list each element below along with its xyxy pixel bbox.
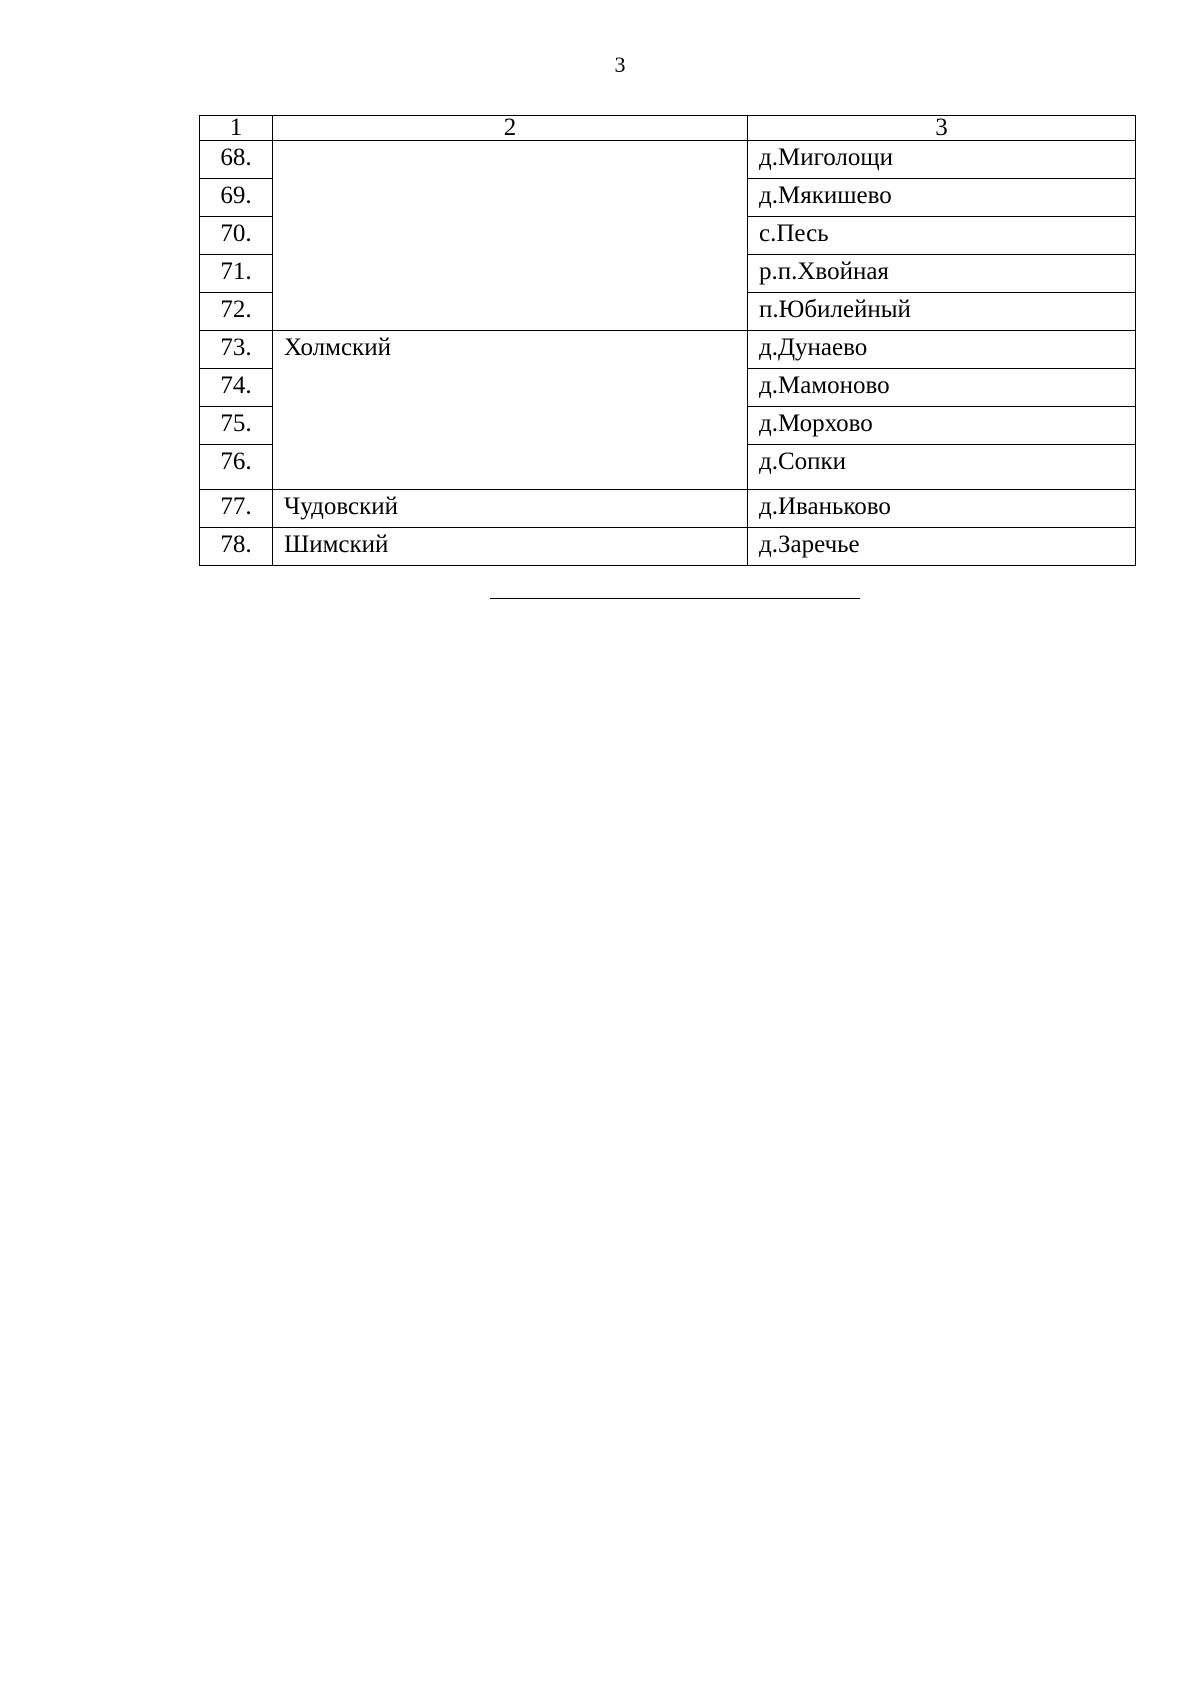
header-cell-2: 2: [273, 116, 748, 141]
table-row: [200, 528, 1136, 566]
row-number-cell: 71.: [200, 255, 273, 293]
locality-cell: д.Иваньково: [748, 490, 1136, 528]
locality-cell: д.Мякишево: [748, 179, 1136, 217]
row-number-cell: 74.: [200, 369, 273, 407]
header-cell-3: 3: [748, 116, 1136, 141]
locality-cell: р.п.Хвойная: [748, 255, 1136, 293]
end-rule: [490, 598, 860, 599]
header-cell-1: 1: [200, 116, 273, 141]
row-number-cell: 77.: [200, 490, 273, 528]
row-number-cell: 75.: [200, 407, 273, 445]
table-row: [200, 490, 1136, 528]
row-number-cell: 69.: [200, 179, 273, 217]
row-number-cell: 68.: [200, 141, 273, 179]
row-number-cell: 72.: [200, 293, 273, 331]
locality-cell: п.Юбилейный: [748, 293, 1136, 331]
district-cell: Шимский: [273, 528, 748, 566]
row-number-cell: 78.: [200, 528, 273, 566]
table-row: [200, 331, 1136, 369]
locality-cell: д.Заречье: [748, 528, 1136, 566]
locality-cell: д.Сопки: [748, 445, 1136, 490]
table-header-row: [200, 116, 1136, 141]
district-cell: Холмский: [273, 331, 748, 490]
settlements-table: [199, 115, 1136, 566]
locality-cell: д.Морхово: [748, 407, 1136, 445]
locality-cell: д.Миголощи: [748, 141, 1136, 179]
table-row: [200, 141, 1136, 179]
locality-cell: с.Песь: [748, 217, 1136, 255]
page-number: 3: [614, 52, 626, 77]
row-number-cell: 76.: [200, 445, 273, 490]
locality-cell: д.Дунаево: [748, 331, 1136, 369]
locality-cell: д.Мамоново: [748, 369, 1136, 407]
district-cell: [273, 141, 748, 331]
row-number-cell: 73.: [200, 331, 273, 369]
table-body: [200, 116, 1136, 566]
row-number-cell: 70.: [200, 217, 273, 255]
district-cell: Чудовский: [273, 490, 748, 528]
